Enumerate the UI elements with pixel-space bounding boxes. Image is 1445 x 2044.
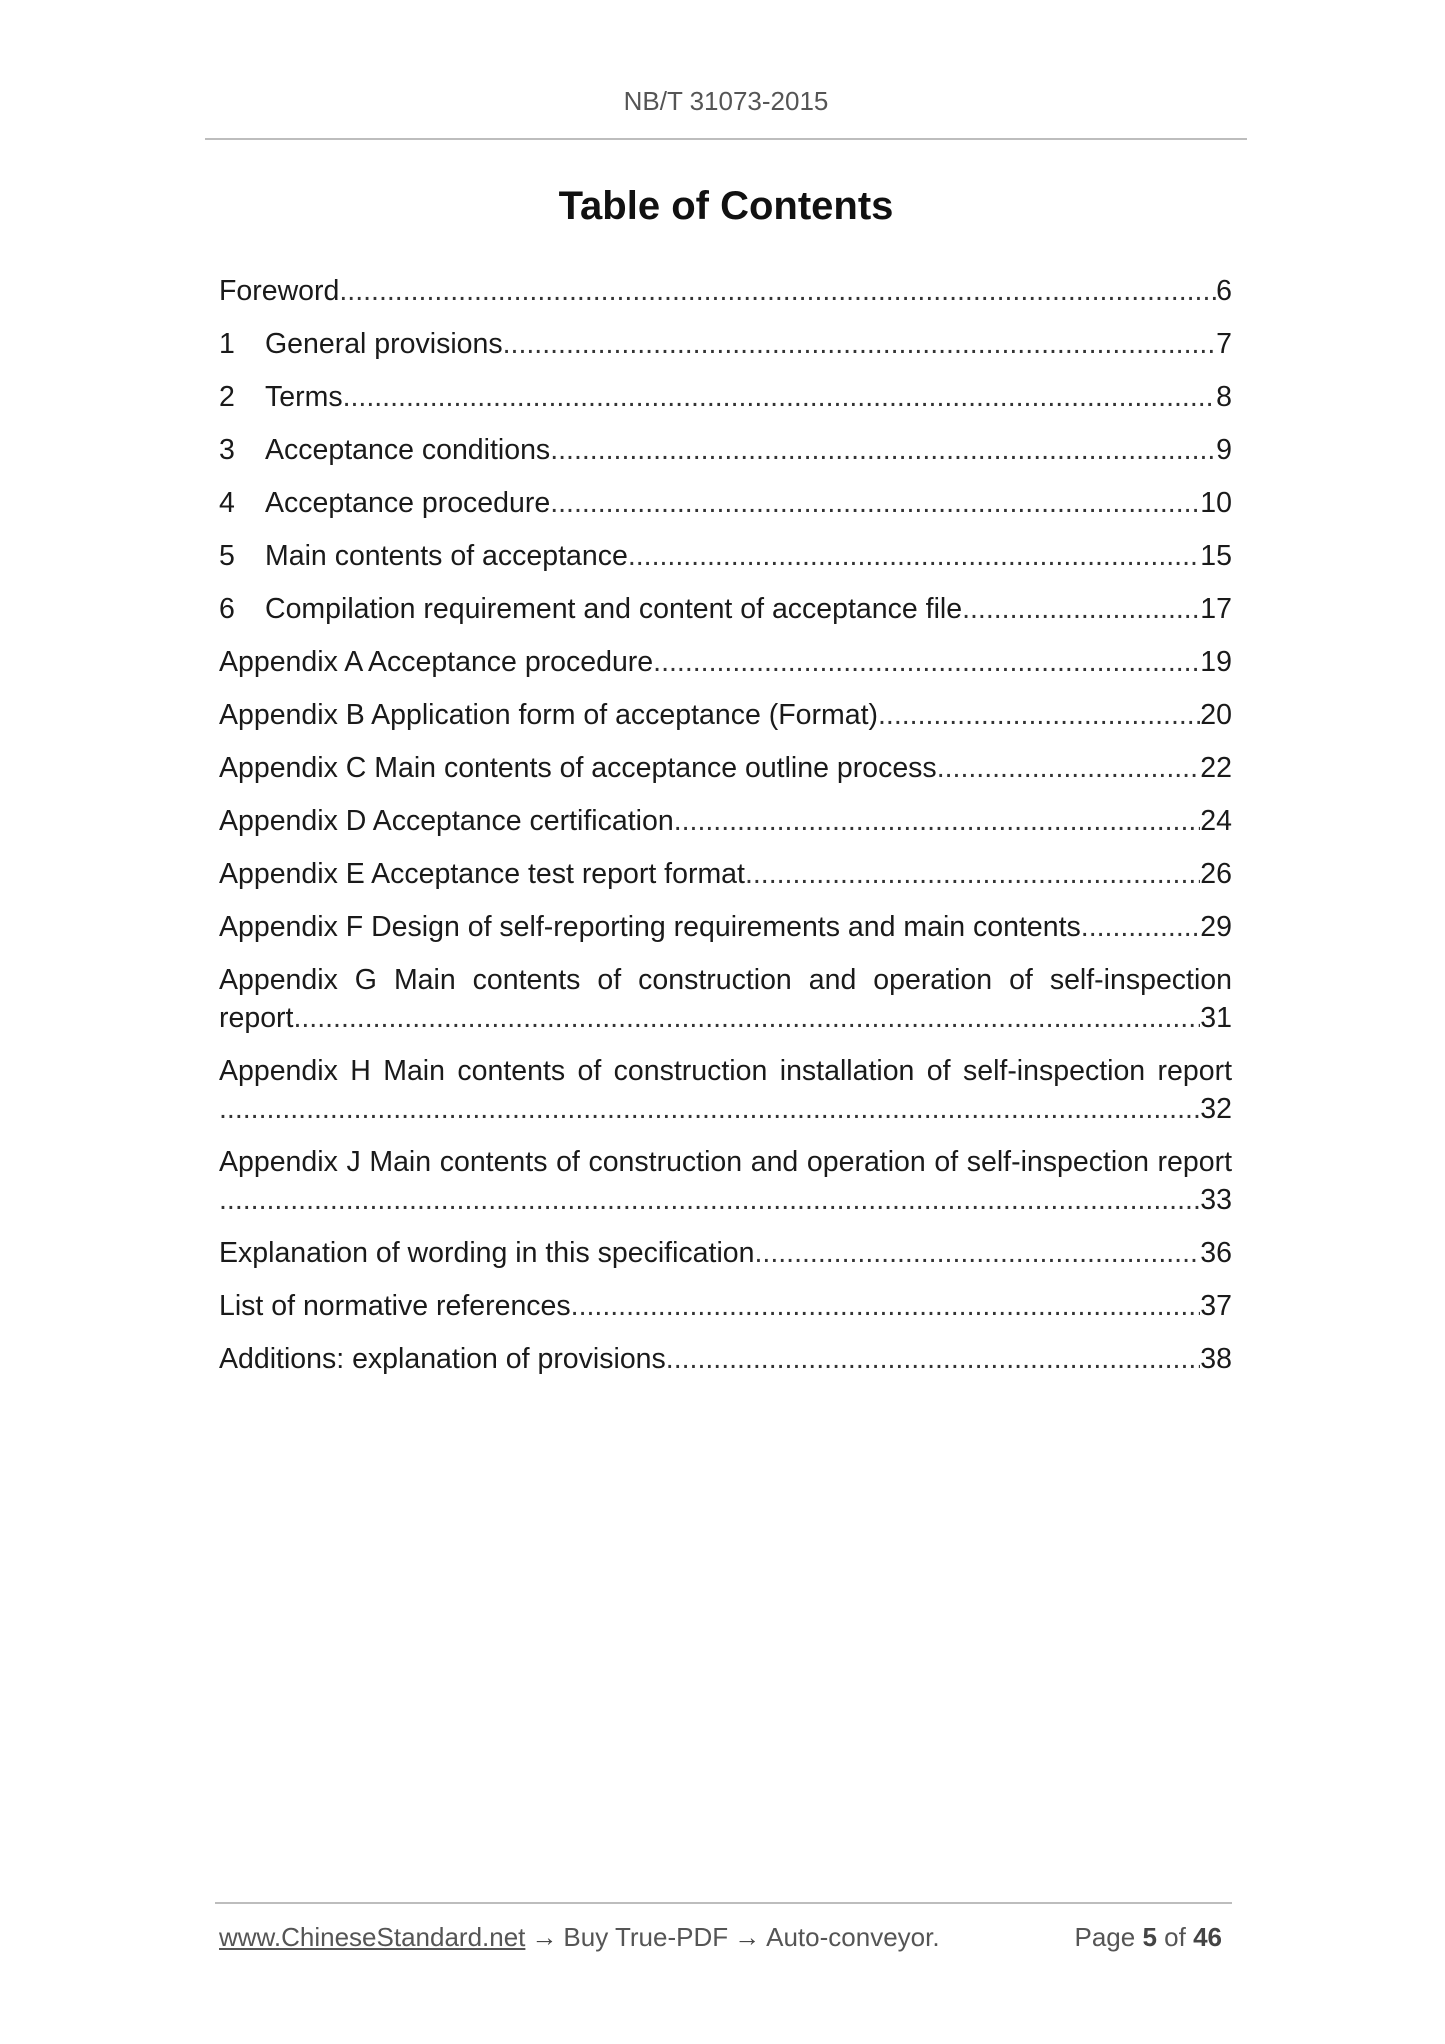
dot-leader xyxy=(745,855,1200,893)
toc-entry-additions[interactable] xyxy=(219,1340,1232,1393)
dot-leader xyxy=(666,1340,1201,1378)
toc-number: 4 xyxy=(219,487,235,519)
total-pages-number: 46 xyxy=(1193,1922,1222,1952)
toc-label: Appendix J Main contents of construction and operation of self-inspection report xyxy=(219,1146,1232,1178)
toc-entry-acceptance-procedure[interactable] xyxy=(219,484,1232,537)
dot-leader xyxy=(754,1234,1200,1272)
toc-entry-appendix-f[interactable] xyxy=(219,908,1232,961)
dot-leader xyxy=(219,1181,1200,1219)
toc-page-number: 31 xyxy=(1200,1002,1232,1034)
of-word: of xyxy=(1164,1922,1186,1952)
dot-leader xyxy=(937,749,1201,787)
toc-entry-normative-references[interactable] xyxy=(219,1287,1232,1340)
toc-entry-main-contents[interactable] xyxy=(219,537,1232,590)
dot-leader xyxy=(878,696,1200,734)
dot-leader xyxy=(503,325,1217,363)
dot-leader xyxy=(653,643,1200,681)
toc-label: Acceptance conditions xyxy=(265,434,551,466)
dot-leader xyxy=(550,431,1216,469)
auto-conveyor-text: Auto-conveyor. xyxy=(766,1922,940,1952)
dot-leader xyxy=(293,999,1200,1037)
toc-page-number: 29 xyxy=(1200,911,1232,943)
arrow-right-icon: → xyxy=(734,1922,761,1952)
header-divider xyxy=(205,138,1247,140)
toc-entry-appendix-b[interactable] xyxy=(219,696,1232,749)
website-link[interactable]: www.ChineseStandard.net xyxy=(219,1922,526,1952)
toc-page-number: 19 xyxy=(1200,646,1232,678)
toc-page-number: 33 xyxy=(1200,1184,1232,1216)
dot-leader xyxy=(339,272,1216,310)
toc-label: Appendix F Design of self-reporting requirements and main contents xyxy=(219,911,1081,943)
toc-label: Appendix G Main contents of construction and operation of self-inspection xyxy=(219,964,1232,996)
toc-page-number: 17 xyxy=(1200,593,1232,625)
toc-entry-terms[interactable] xyxy=(219,378,1232,431)
toc-label: Acceptance procedure xyxy=(265,487,551,519)
toc-page-number: 7 xyxy=(1216,328,1232,360)
toc-label: Appendix E Acceptance test report format xyxy=(219,858,745,890)
dot-leader xyxy=(962,590,1200,628)
toc-entry-appendix-e[interactable] xyxy=(219,855,1232,908)
table-of-contents xyxy=(219,272,1232,1393)
toc-label: Terms xyxy=(265,381,343,413)
page-title: Table of Contents xyxy=(558,184,894,228)
toc-label: Additions: explanation of provisions xyxy=(219,1343,666,1375)
toc-entry-acceptance-conditions[interactable] xyxy=(219,431,1232,484)
page-footer xyxy=(219,1922,1232,1962)
dot-leader xyxy=(674,802,1201,840)
toc-page-number: 22 xyxy=(1200,752,1232,784)
dot-leader xyxy=(219,1090,1200,1128)
footer-links xyxy=(219,1922,940,1953)
toc-page-number: 26 xyxy=(1200,858,1232,890)
toc-page-number: 36 xyxy=(1200,1237,1232,1269)
toc-number: 6 xyxy=(219,593,235,625)
dot-leader xyxy=(1081,908,1201,946)
toc-number: 5 xyxy=(219,540,235,572)
toc-entry-appendix-d[interactable] xyxy=(219,802,1232,855)
toc-page-number: 8 xyxy=(1216,381,1232,413)
toc-number: 3 xyxy=(219,434,235,466)
document-header: NB/T 31073-2015 xyxy=(623,86,829,116)
toc-entry-explanation-of-wording[interactable] xyxy=(219,1234,1232,1287)
toc-label: Explanation of wording in this specification xyxy=(219,1237,755,1269)
dot-leader xyxy=(571,1287,1201,1325)
toc-number: 1 xyxy=(219,328,235,360)
toc-entry-compilation-requirement[interactable] xyxy=(219,590,1232,643)
toc-label: List of normative references xyxy=(219,1290,571,1322)
toc-label: Appendix C Main contents of acceptance outline process xyxy=(219,752,937,784)
toc-entry-appendix-g[interactable] xyxy=(219,961,1232,1052)
toc-entry-appendix-j[interactable] xyxy=(219,1143,1232,1234)
toc-label: Compilation requirement and content of acceptance file xyxy=(265,593,963,625)
arrow-right-icon: → xyxy=(531,1922,558,1952)
toc-page-number: 6 xyxy=(1216,275,1232,307)
toc-page-number: 10 xyxy=(1200,487,1232,519)
toc-entry-foreword[interactable] xyxy=(219,272,1232,325)
toc-label: Appendix H Main contents of construction installation of self-inspection report xyxy=(219,1055,1232,1087)
toc-page-number: 15 xyxy=(1200,540,1232,572)
toc-entry-appendix-c[interactable] xyxy=(219,749,1232,802)
toc-entry-appendix-h[interactable] xyxy=(219,1052,1232,1143)
toc-page-number: 9 xyxy=(1216,434,1232,466)
footer-divider xyxy=(215,1902,1232,1904)
dot-leader xyxy=(550,484,1200,522)
toc-label: Foreword xyxy=(219,275,340,307)
toc-label: Appendix A Acceptance procedure xyxy=(219,646,654,678)
toc-number: 2 xyxy=(219,381,235,413)
toc-label: Appendix D Acceptance certification xyxy=(219,805,674,837)
current-page-number: 5 xyxy=(1142,1922,1157,1952)
toc-page-number: 37 xyxy=(1200,1290,1232,1322)
toc-page-number: 20 xyxy=(1200,699,1232,731)
toc-page-number: 32 xyxy=(1200,1093,1232,1125)
toc-entry-general-provisions[interactable] xyxy=(219,325,1232,378)
toc-label: Main contents of acceptance xyxy=(265,540,628,572)
toc-label: Appendix B Application form of acceptance (Format) xyxy=(219,699,878,731)
page-indicator xyxy=(1074,1922,1222,1953)
toc-page-number: 38 xyxy=(1200,1343,1232,1375)
buy-true-pdf-text: Buy True-PDF xyxy=(563,1922,729,1952)
toc-label-continued: report xyxy=(219,1002,294,1034)
toc-page-number: 24 xyxy=(1200,805,1232,837)
page-word: Page xyxy=(1074,1922,1136,1952)
toc-label: General provisions xyxy=(265,328,503,360)
dot-leader xyxy=(628,537,1200,575)
dot-leader xyxy=(343,378,1217,416)
toc-entry-appendix-a[interactable] xyxy=(219,643,1232,696)
